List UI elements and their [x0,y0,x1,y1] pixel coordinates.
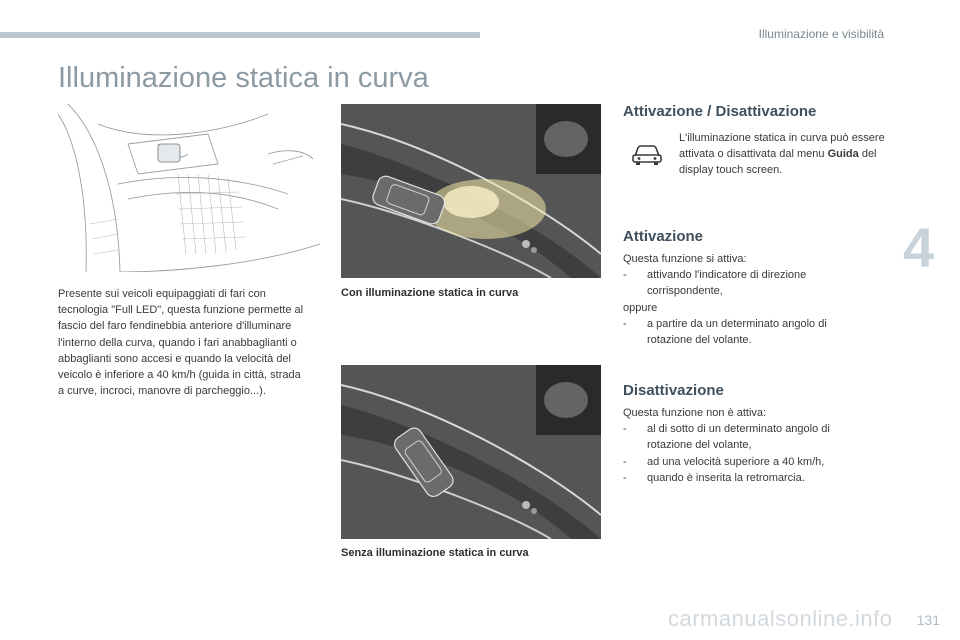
list-item: - quando è inserita la retromarcia. [623,470,863,486]
intro-paragraph: Presente sui veicoli equipaggiati di fari con tecnologia "Full LED", questa funzione permette al fascio del faro fendinebbia anteriore d'illuminare l'interno della curva, quando i fari anabbaglianti o abbaglianti sono accesi e quando la velocità del veicolo è inferiore a 40 km/h (guida in città, strada a curve, incroci, manovre di parcheggio...). [58,288,304,398]
heading-activation-deactivation: Attivazione / Disattivazione [623,103,817,120]
list-item: - al di sotto di un determinato angolo di rotazione del volante, [623,421,863,453]
deactivation-lead: Questa funzione non è attiva: [623,407,767,419]
heading-deactivation: Disattivazione [623,382,724,399]
activation-block [623,251,863,348]
photo-with-cornering-light [341,104,601,278]
front-light-illustration [58,104,320,272]
activation-note: L'illuminazione statica in curva può essere attivata o disattivata dal menu Guida del display touch screen. [679,132,885,177]
photo-without-cornering-light [341,365,601,539]
activation-lead: Questa funzione si attiva: [623,253,747,265]
heading-activation: Attivazione [623,228,704,245]
watermark: carmanualsonline.info [668,606,893,631]
page-number: 131 [916,612,940,628]
chapter-number: 4 [903,216,935,279]
section-title: Illuminazione e visibilità [758,27,884,41]
activation-list-1 [623,267,863,299]
deactivation-block [623,405,863,486]
menu-name: Guida [827,148,859,161]
list-item: - a partire da un determinato angolo di rotazione del volante. [623,316,863,348]
list-item: - ad una velocità superiore a 40 km/h, [623,454,863,470]
list-item: - attivando l'indicatore di direzione corrispondente, [623,267,863,299]
header-accent-bar [0,32,480,38]
activation-list-2 [623,316,863,348]
deactivation-list [623,421,863,486]
photo-caption-with: Con illuminazione statica in curva [341,287,519,299]
activation-connector: oppure [623,301,658,314]
car-icon [631,142,663,166]
photo-caption-without: Senza illuminazione statica in curva [341,547,529,559]
page-title: Illuminazione statica in curva [58,62,429,94]
